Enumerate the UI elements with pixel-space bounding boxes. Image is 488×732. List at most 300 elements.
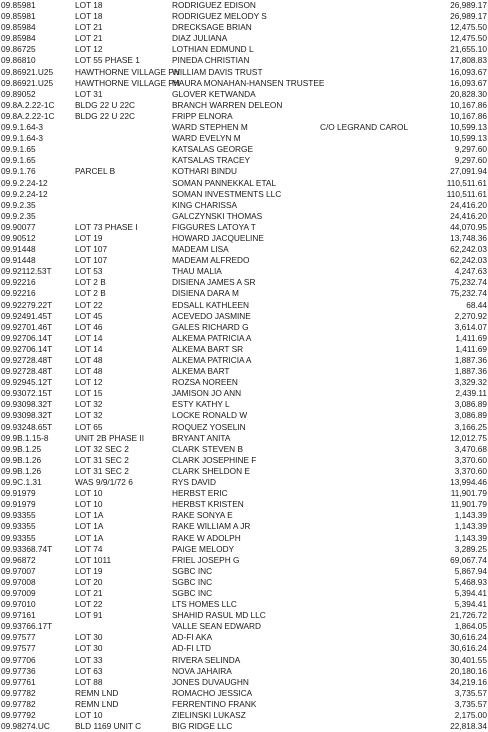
- parcel-number: 09.97161: [1, 610, 36, 621]
- property-location: LOT 1A: [75, 510, 104, 521]
- table-row: [0, 433, 488, 444]
- parcel-number: 09.9B.1.15-8: [1, 432, 49, 443]
- property-location: LOT 2 B: [75, 288, 106, 299]
- table-row: [0, 111, 488, 122]
- table-row: [0, 311, 488, 322]
- amount-due: 3,470.68: [454, 443, 487, 454]
- parcel-number: 09.92491.45T: [1, 310, 53, 321]
- parcel-number: 09.97782: [1, 687, 36, 698]
- owner-name: HOWARD JACQUELINE: [172, 232, 264, 243]
- parcel-number: 09.97007: [1, 565, 36, 576]
- owner-name: FRIEL JOSEPH G: [172, 554, 240, 565]
- owner-name: ACEVEDO JASMINE: [172, 310, 251, 321]
- amount-due: 110,511.61: [446, 177, 487, 188]
- property-location: PARCEL B: [75, 166, 116, 177]
- amount-due: 3,735.57: [454, 698, 487, 709]
- owner-name: EDSALL KATHLEEN: [172, 299, 250, 310]
- table-row: [0, 122, 488, 133]
- owner-name: FRIPP ELNORA: [172, 110, 233, 121]
- property-location: LOT 18: [75, 0, 103, 10]
- property-location: LOT 20: [75, 576, 103, 587]
- amount-due: 24,416.20: [450, 199, 487, 210]
- amount-due: 3,166.25: [454, 421, 487, 432]
- property-location: LOT 10: [75, 710, 103, 720]
- property-location: LOT 18: [75, 11, 103, 22]
- amount-due: 26,989.17: [450, 11, 487, 22]
- table-row: [0, 144, 488, 155]
- parcel-number: 09.86810: [1, 55, 36, 66]
- amount-due: 12,475.50: [450, 33, 487, 44]
- table-row: [0, 422, 488, 433]
- owner-name: PAIGE MELODY: [172, 543, 235, 554]
- parcel-number: 09.91448: [1, 244, 36, 255]
- amount-due: 13,748.36: [450, 232, 487, 243]
- table-row: [0, 710, 488, 721]
- table-row: [0, 544, 488, 555]
- parcel-number: 09.98274.UC: [1, 721, 50, 732]
- parcel-number: 09.8A.2.22-1C: [1, 99, 55, 110]
- amount-due: 12,012.75: [450, 432, 487, 443]
- table-row: [0, 499, 488, 510]
- table-row: [0, 244, 488, 255]
- table-row: [0, 266, 488, 277]
- parcel-number: 09.97761: [1, 676, 36, 687]
- table-row: [0, 533, 488, 544]
- table-row: [0, 377, 488, 388]
- table-row: [0, 466, 488, 477]
- owner-name: LOCKE RONALD W: [172, 410, 248, 421]
- owner-name: FERRENTINO FRANK: [172, 698, 257, 709]
- owner-name: THAU MALIA: [172, 266, 222, 277]
- property-location: LOT 32: [75, 410, 103, 421]
- property-location: BLDG 22 U 22C: [75, 110, 135, 121]
- table-row: [0, 632, 488, 643]
- property-location: WAS 9/9/1/72 6: [75, 477, 133, 488]
- parcel-number: 09.92216: [1, 277, 36, 288]
- amount-due: 9,297.60: [454, 155, 487, 166]
- table-row: [0, 222, 488, 233]
- parcel-number: 09.93098.32T: [1, 399, 53, 410]
- amount-due: 16,093.67: [450, 66, 487, 77]
- parcel-number: 09.91979: [1, 499, 36, 510]
- owner-name: GALCZYNSKI THOMAS: [172, 210, 263, 221]
- owner-name: DISIENA DARA M: [172, 288, 239, 299]
- amount-due: 22,818.34: [450, 721, 487, 732]
- owner-name: SOMAN PANNEKKAL ETAL: [172, 177, 277, 188]
- parcel-number: 09.93072.15T: [1, 388, 53, 399]
- amount-due: 3,289.25: [454, 543, 487, 554]
- parcel-number: 09.86921.U25: [1, 77, 54, 88]
- owner-name: SOMAN INVESTMENTS LLC: [172, 188, 282, 199]
- parcel-number: 09.92112.53T: [1, 266, 52, 277]
- amount-due: 10,167.86: [450, 99, 487, 110]
- parcel-number: 09.9.1.65: [1, 155, 36, 166]
- table-row: [0, 588, 488, 599]
- table-row: [0, 388, 488, 399]
- table-row: [0, 78, 488, 89]
- table-row: [0, 610, 488, 621]
- parcel-number: 09.97577: [1, 643, 36, 654]
- table-row: [0, 44, 488, 55]
- property-location: LOT 32 SEC 2: [75, 443, 129, 454]
- amount-due: 10,599.13: [450, 122, 487, 133]
- owner-name: RIVERA SELINDA: [172, 654, 241, 665]
- property-location: LOT 88: [75, 676, 103, 687]
- owner-name: AD-FI LTD: [172, 643, 212, 654]
- property-location: LOT 65: [75, 421, 103, 432]
- table-row: [0, 255, 488, 266]
- amount-due: 13,994.46: [450, 477, 487, 488]
- owner-name: KATSALAS TRACEY: [172, 155, 251, 166]
- amount-due: 3,086.89: [454, 399, 487, 410]
- owner-name: KING CHARISSA: [172, 199, 238, 210]
- amount-due: 3,370.60: [454, 465, 487, 476]
- owner-name: RODRIGUEZ MELODY S: [172, 11, 267, 22]
- table-row: [0, 688, 488, 699]
- parcel-number: 09.93098.32T: [1, 410, 53, 421]
- property-location: LOT 48: [75, 366, 103, 377]
- table-row: [0, 277, 488, 288]
- property-location: LOT 21: [75, 587, 103, 598]
- amount-due: 2,270.92: [454, 310, 487, 321]
- table-row: [0, 355, 488, 366]
- owner-name: GLOVER KETWANDA: [172, 88, 256, 99]
- amount-due: 26,989.17: [450, 0, 487, 10]
- parcel-number: 09.9B.1.26: [1, 465, 42, 476]
- amount-due: 12,475.50: [450, 22, 487, 33]
- property-location: REMN LND: [75, 687, 119, 698]
- owner-name: LOTHIAN EDMUND L: [172, 44, 254, 55]
- parcel-number: 09.93355: [1, 510, 36, 521]
- amount-due: 68.44: [466, 299, 487, 310]
- parcel-number: 09.85981: [1, 11, 36, 22]
- property-location: LOT 19: [75, 565, 103, 576]
- table-row: [0, 178, 488, 189]
- table-row: [0, 621, 488, 632]
- property-location: LOT 107: [75, 244, 108, 255]
- owner-name: ALKEMA PATRICIA A: [172, 355, 252, 365]
- parcel-number: 09.97577: [1, 632, 36, 643]
- parcel-number: 09.93355: [1, 532, 36, 543]
- table-row: [0, 33, 488, 44]
- table-row: [0, 455, 488, 466]
- amount-due: 75,232.74: [450, 288, 487, 299]
- owner-name: CLARK STEVEN B: [172, 443, 244, 454]
- parcel-number: 09.9.2.35: [1, 199, 36, 210]
- owner-name: DRECKSAGE BRIAN: [172, 22, 252, 33]
- property-location: LOT 10: [75, 488, 103, 499]
- owner-name: BRYANT ANITA: [172, 432, 231, 443]
- parcel-number: 09.97008: [1, 576, 36, 587]
- parcel-number: 09.97706: [1, 654, 36, 665]
- property-location: LOT 21: [75, 33, 103, 44]
- owner-name: GALES RICHARD G: [172, 321, 249, 332]
- property-location: LOT 14: [75, 332, 103, 343]
- parcel-number: 09.92279.22T: [1, 299, 53, 310]
- amount-due: 3,329.32: [454, 377, 487, 388]
- amount-due: 20,180.16: [450, 665, 487, 676]
- table-row: [0, 166, 488, 177]
- table-row: [0, 566, 488, 577]
- table-row: [0, 444, 488, 455]
- owner-name: SGBC INC: [172, 587, 213, 598]
- parcel-number: 09.91979: [1, 488, 36, 499]
- property-location: LOT 45: [75, 310, 103, 321]
- amount-due: 62,242.03: [450, 255, 487, 266]
- property-location: LOT 1A: [75, 521, 104, 532]
- owner-name: ROQUEZ YOSELIN: [172, 421, 246, 432]
- owner-name: MADEAM LISA: [172, 244, 229, 255]
- table-row: [0, 410, 488, 421]
- owner-name: JONES DUVAUGHN: [172, 676, 249, 687]
- amount-due: 1,143.39: [454, 521, 487, 532]
- table-row: [0, 22, 488, 33]
- parcel-number: 09.85984: [1, 22, 36, 33]
- owner-name: JAMISON JO ANN: [172, 388, 242, 399]
- amount-due: 17,808.83: [450, 55, 487, 66]
- property-location: LOT 48: [75, 355, 103, 365]
- owner-name: MAURA MONAHAN-HANSEN TRUSTEE: [172, 77, 325, 88]
- parcel-number: 09.86725: [1, 44, 36, 55]
- property-location: LOT 107: [75, 255, 108, 266]
- amount-due: 1,864.05: [454, 621, 487, 632]
- table-row: [0, 344, 488, 355]
- property-location: LOT 31 SEC 2: [75, 465, 129, 476]
- owner-name: HERBST ERIC: [172, 488, 228, 499]
- property-location: UNIT 2B PHASE II: [75, 432, 145, 443]
- amount-due: 2,439.11: [455, 388, 487, 399]
- parcel-number: 09.86921.U25: [1, 66, 54, 77]
- property-location: LOT 55 PHASE 1: [75, 55, 140, 66]
- owner-name: VALLE SEAN EDWARD: [172, 621, 261, 632]
- amount-due: 3,614.07: [454, 321, 487, 332]
- parcel-number: 09.97782: [1, 698, 36, 709]
- parcel-number: 09.9B.1.26: [1, 454, 42, 465]
- owner-name: BIG RIDGE LLC: [172, 721, 233, 732]
- property-location: HAWTHORNE VILLAGE PH: [75, 77, 180, 88]
- owner-name: SGBC INC: [172, 576, 213, 587]
- parcel-number: 09.90077: [1, 221, 36, 232]
- parcel-number: 09.97009: [1, 587, 36, 598]
- table-row: [0, 399, 488, 410]
- table-row: [0, 233, 488, 244]
- amount-due: 1,887.36: [454, 355, 487, 365]
- parcel-number: 09.93368.74T: [1, 543, 53, 554]
- amount-due: 3,370.60: [454, 454, 487, 465]
- table-row: [0, 577, 488, 588]
- amount-due: 9,297.60: [454, 144, 487, 155]
- parcel-number: 09.9.1.65: [1, 144, 36, 155]
- parcel-number: 09.9.2.35: [1, 210, 36, 221]
- owner-name: CLARK JOSEPHINE F: [172, 454, 257, 465]
- amount-due: 1,143.39: [454, 532, 487, 543]
- property-location: LOT 91: [75, 610, 103, 621]
- table-row: [0, 677, 488, 688]
- parcel-number: 09.89052: [1, 88, 36, 99]
- parcel-number: 09.9.2.24-12: [1, 177, 48, 188]
- parcel-number: 09.92216: [1, 288, 36, 299]
- parcel-number: 09.93355: [1, 521, 36, 532]
- owner-name: RODRIGUEZ EDISON: [172, 0, 256, 10]
- parcel-number: 09.92706.14T: [1, 332, 53, 343]
- table-row: [0, 300, 488, 311]
- parcel-number: 09.8A.2.22-1C: [1, 110, 55, 121]
- property-location: HAWTHORNE VILLAGE PH: [75, 66, 180, 77]
- amount-due: 24,416.20: [450, 210, 487, 221]
- amount-due: 1,887.36: [454, 366, 487, 377]
- owner-name: WARD EVELYN M: [172, 133, 241, 144]
- amount-due: 21,655.10: [450, 44, 487, 55]
- property-location: LOT 14: [75, 343, 103, 354]
- property-location: LOT 1011: [75, 554, 112, 565]
- property-location: BLD 1169 UNIT C: [75, 721, 142, 732]
- table-row: [0, 599, 488, 610]
- amount-due: 5,394.41: [454, 587, 487, 598]
- owner-name: AD-FI AKA: [172, 632, 213, 643]
- amount-due: 62,242.03: [450, 244, 487, 255]
- amount-due: 11,901.79: [450, 488, 487, 499]
- amount-due: 10,167.86: [450, 110, 487, 121]
- amount-due: 3,086.89: [454, 410, 487, 421]
- property-location: LOT 2 B: [75, 277, 106, 288]
- amount-due: 5,394.41: [454, 599, 487, 610]
- amount-due: 1,143.39: [454, 510, 487, 521]
- parcel-number: 09.92701.46T: [1, 321, 53, 332]
- table-row: [0, 67, 488, 78]
- table-row: [0, 643, 488, 654]
- table-row: [0, 322, 488, 333]
- property-location: LOT 74: [75, 543, 103, 554]
- amount-due: 21,726.72: [450, 610, 487, 621]
- owner-name: CLARK SHELDON E: [172, 465, 250, 476]
- owner-name: SHAHID RASUL MD LLC: [172, 610, 266, 621]
- table-row: [0, 89, 488, 100]
- parcel-number: 09.92945.12T: [1, 377, 53, 388]
- parcel-number: 09.85981: [1, 0, 36, 10]
- owner-name: ALKEMA PATRICIA A: [172, 332, 252, 343]
- property-location: LOT 22: [75, 599, 103, 610]
- table-row: [0, 366, 488, 377]
- property-location: LOT 22: [75, 299, 103, 310]
- property-location: LOT 10: [75, 499, 103, 510]
- owner-name: KOTHARI BINDU: [172, 166, 237, 177]
- owner-name: ROZSA NOREEN: [172, 377, 238, 388]
- table-row: [0, 477, 488, 488]
- parcel-number: 09.96872: [1, 554, 36, 565]
- amount-due: 69,067.74: [450, 554, 487, 565]
- parcel-number: 09.85984: [1, 33, 36, 44]
- table-row: [0, 488, 488, 499]
- table-row: [0, 155, 488, 166]
- table-row: [0, 333, 488, 344]
- owner-name: RYS DAVID: [172, 477, 216, 488]
- parcel-number: 09.93248.65T: [1, 421, 53, 432]
- amount-due: 10,599.13: [450, 133, 487, 144]
- table-row: [0, 666, 488, 677]
- table-row: [0, 510, 488, 521]
- table-row: [0, 0, 488, 11]
- property-location: LOT 46: [75, 321, 103, 332]
- amount-due: 44,070.95: [450, 221, 487, 232]
- table-row: [0, 55, 488, 66]
- table-row: [0, 655, 488, 666]
- owner-name: LTS HOMES LLC: [172, 599, 237, 610]
- table-row: [0, 200, 488, 211]
- amount-due: 30,401.55: [450, 654, 487, 665]
- parcel-number: 09.9C.1.31: [1, 477, 42, 488]
- owner-name: ESTY KATHY L: [172, 399, 230, 410]
- table-row: [0, 288, 488, 299]
- owner-name: FIGGURES LATOYA T: [172, 221, 256, 232]
- property-location: REMN LND: [75, 698, 119, 709]
- amount-due: 30,616.24: [450, 643, 487, 654]
- owner-name: ROMACHO JESSICA: [172, 687, 253, 698]
- owner-name: DISIENA JAMES A SR: [172, 277, 256, 288]
- property-location: LOT 1A: [75, 532, 104, 543]
- owner-name: ALKEMA BART SR: [172, 343, 244, 354]
- amount-due: 34,219.16: [450, 676, 487, 687]
- parcel-number: 09.92706.14T: [1, 343, 53, 354]
- amount-due: 5,867.94: [454, 565, 487, 576]
- property-location: LOT 73 PHASE I: [75, 221, 138, 232]
- table-row: [0, 189, 488, 200]
- parcel-number: 09.97736: [1, 665, 36, 676]
- owner-name: SGBC INC: [172, 565, 213, 576]
- owner-name: MADEAM ALFREDO: [172, 255, 250, 266]
- property-location: LOT 21: [75, 22, 103, 33]
- owner-name: ALKEMA BART: [172, 366, 230, 377]
- amount-due: 5,468.93: [454, 576, 487, 587]
- table-row: [0, 133, 488, 144]
- parcel-number: 09.9.1.76: [1, 166, 36, 177]
- amount-due: 27,091.94: [450, 166, 487, 177]
- owner-name: PINEDA CHRISTIAN: [172, 55, 250, 66]
- property-location: LOT 31 SEC 2: [75, 454, 129, 465]
- owner-name: WARD STEPHEN M: [172, 122, 248, 133]
- amount-due: 75,232.74: [450, 277, 487, 288]
- property-location: LOT 30: [75, 632, 103, 643]
- owner-name: WILLIAM DAVIS TRUST: [172, 66, 263, 77]
- amount-due: 20,828.30: [450, 88, 487, 99]
- table-row: [0, 100, 488, 111]
- parcel-number: 09.93766.17T: [1, 621, 53, 632]
- table-row: [0, 11, 488, 22]
- amount-due: 1,411.69: [455, 332, 487, 343]
- amount-due: 16,093.67: [450, 77, 487, 88]
- parcel-number: 09.92728.48T: [1, 355, 53, 365]
- table-row: [0, 555, 488, 566]
- parcel-number: 09.97792: [1, 710, 36, 720]
- parcel-number: 09.92728.48T: [1, 366, 53, 377]
- owner-name: DIAZ JULIANA: [172, 33, 228, 44]
- owner-name: BRANCH WARREN DELEON: [172, 99, 283, 110]
- property-location: LOT 31: [75, 88, 103, 99]
- amount-due: 110,511.61: [446, 188, 487, 199]
- owner-name: RAKE SONYA E: [172, 510, 233, 521]
- amount-due: 30,616.24: [450, 632, 487, 643]
- owner-name: RAKE W ADOLPH: [172, 532, 241, 543]
- parcel-number: 09.9.2.24-12: [1, 188, 48, 199]
- owner-name: KATSALAS GEORGE: [172, 144, 253, 155]
- amount-due: 2,175.00: [454, 710, 487, 720]
- property-location: LOT 12: [75, 44, 103, 55]
- care-of: C/O LEGRAND CAROL: [320, 122, 409, 133]
- amount-due: 11,901.79: [450, 499, 487, 510]
- property-location: LOT 30: [75, 643, 103, 654]
- property-location: LOT 33: [75, 654, 103, 665]
- table-row: [0, 521, 488, 532]
- amount-due: 3,735.57: [454, 687, 487, 698]
